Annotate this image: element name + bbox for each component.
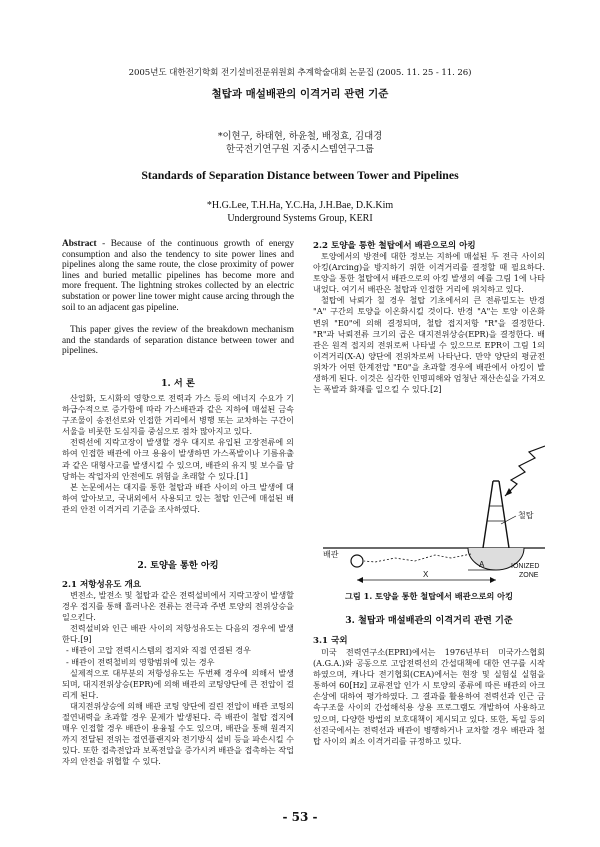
- abstract: [62, 239, 294, 313]
- arc-path: [364, 554, 471, 562]
- page-number: - 53 -: [282, 810, 318, 824]
- section-2-1-list-item-2: - 배관이 전력철비의 영향범위에 있는 경우: [66, 656, 215, 667]
- section-1-body: [62, 393, 294, 515]
- paper-title-korean: 철탑과 매설배관의 이격거리 관련 기준: [211, 88, 389, 100]
- section-1-paragraph-1: 산업화, 도시화의 영향으로 전력과 가스 등의 에너지 수요가 기하급수적으로 증가함에 따라 가스배관과 같은 지하에 매설된 금속구조물이 송전선로와 인접한 거리에서 병행 또는 교차하는 구간이 서울을 비롯한 도심지를 중심으로 점차 많아지고 있다.: [62, 393, 294, 437]
- tower-label: 철탑: [518, 511, 534, 520]
- section-2-1-paragraph-4: 대지전위상승에 의해 배관 코팅 양단에 걸린 전압이 배관 코팅의 절연내력을 초과할 경우 문제가 발생된다. 즉 배관이 철탑 접지에 매우 인접할 경우 배관이 용융될 수도 있으며, 배관을 통해 원격지까지 전달된 전위는 절연플랜지와 전기방식 설비 등을 파손시킬 수 있다. 또한 접촉전압과 보폭전압을 증가시켜 배관을 접촉하는 작업자의 안전을 위협할 수 있다.: [62, 700, 294, 767]
- tower-label-leader: [501, 516, 516, 524]
- paper-title-english: Standards of Separation Distance between Tower and Pipelines: [141, 168, 459, 182]
- ionized-label-line-1: IONIZED: [511, 563, 540, 570]
- authors-english: *H.G.Lee, T.H.Ha, Y.C.Ha, J.H.Bae, D.K.Kim: [206, 200, 394, 211]
- pipe-label: 배관: [323, 550, 339, 559]
- section-1-paragraph-3: 본 논문에서는 대지를 통한 철탑과 배관 사이의 아크 발생에 대하여 알아보고, 국내외에서 사용되고 있는 철탑 인근에 매설된 배관의 안전 이격거리 기준을 조사하였다.: [62, 481, 294, 514]
- pipe-cross-section-icon: [351, 555, 363, 567]
- abstract-label: Abstract: [62, 239, 97, 249]
- dimension-x-arrow-left: [357, 577, 363, 583]
- section-3-title: 3. 철탑과 매설배관의 이격거리 관련 기준: [345, 615, 513, 626]
- abstract-paragraph-1: - Because of the continuous growth of energy consumption and also the tendency to site power lines and pipelines along the same route, the close proximity of power lines and buried metallic pipelines has become more and more frequent. The lightning strokes collected by an electric substation or power line tower might cause arcing through the soil to an adjacent gas pipeline.: [62, 239, 294, 313]
- section-2-1-body: [62, 590, 294, 768]
- conference-header: 2005년도 대한전기학회 전기설비전문위원회 추계학술대회 논문집 (2005. 11. 25 - 11. 26): [128, 68, 472, 78]
- dimension-x-arrow-right: [490, 577, 496, 583]
- dimension-x-label: X: [423, 570, 429, 579]
- abstract-paragraph-2: This paper gives the review of the breakdown mechanism and the standards of separation distance between tower and pipelines.: [62, 325, 294, 357]
- authors-korean: *이현구, 하태현, 하윤철, 배정효, 김대경: [217, 131, 383, 142]
- section-3-1-title: 3.1 국외: [313, 636, 348, 646]
- section-1-paragraph-2: 전력선에 지락고장이 발생할 경우 대지로 유입된 고장전류에 의하여 인접한 배관에 아크 용융이 발생하면 가스폭발이나 기름유출과 같은 대형사고를 발생시킬 수 있으며, 배관의 유지 및 보수를 담당하는 작업자의 안전에도 위험을 초래할 수 있다.[1]: [62, 437, 294, 481]
- section-2-2-body: [313, 251, 545, 395]
- affiliation-korean: 한국전기연구원 지중시스템연구그룹: [226, 144, 374, 155]
- ionized-label-line-2: ZONE: [519, 572, 539, 579]
- section-2-1-list-item-1: - 배관이 고압 전력시스템의 접지와 직접 연결된 경우: [66, 645, 251, 656]
- dimension-a-label: A: [479, 560, 485, 569]
- section-2-1-paragraph-2: 전력설비와 인근 배관 사이의 저항성유도는 다음의 경우에 발생한다.[9]: [62, 623, 294, 645]
- tower-icon: [483, 481, 509, 548]
- section-2-1-title: 2.1 저항성유도 개요: [62, 580, 142, 590]
- section-2-1-paragraph-3: 실제적으로 대부분의 저항성유도는 두번째 경우에 의해서 발생되며, 대지전위상승(EPR)에 의해 배관의 코팅양단에 큰 전압이 걸리게 된다.: [62, 667, 294, 700]
- lightning-bolt-icon: [505, 446, 545, 496]
- section-2-title: 2. 토양을 통한 아킹: [137, 560, 219, 571]
- figure-1-arcing-diagram: [323, 436, 545, 586]
- lightning-arrowhead: [505, 488, 512, 496]
- section-3-1-body: [313, 647, 545, 747]
- section-2-2-paragraph-1: 토양에서의 방전에 대한 정보는 지하에 매설된 두 전극 사이의 아킹(Arcing)을 방지하기 위한 이격거리를 결정할 때 필요하다. 토양을 통한 철탑에서 배관으로의 아킹 발생의 예를 그림 1에 나타내었다. 여기서 배관은 철탑과 인접한 거리에 위치하고 있다.: [313, 251, 545, 295]
- section-2-1-paragraph-1: 변전소, 발전소 및 철탑과 같은 전력설비에서 지락고장이 발생할 경우 접지를 통해 흘러나온 전류는 전극과 주변 토양의 전위상승을 일으킨다.: [62, 590, 294, 623]
- section-3-1-paragraph-1: 미국 전력연구소(EPRI)에서는 1976년부터 미국가스협회(A.G.A.)와 공동으로 고압전력선의 간섭대책에 대한 연구를 시작하였으며, 캐나다 전기협회(CEA)에서는 현장 및 실험실 실험을 통하여 60[Hz] 교류전압 인가 시 토양의 종류에 따른 배관의 아크 손상에 대하여 평가하였다. 그 결과를 활용하여 전력선과 인근 금속구조물 사이의 간섭해석용 상용 프로그램도 개발하여 사용하고 있으며, 다양한 방법의 보호대책이 제시되고 있다. 또한, 독일 등의 선진국에서는 전력선과 배관이 병행하거나 교차할 경우 배관과 철탑 사이의 최소 이격거리를 규정하고 있다.: [313, 647, 545, 746]
- section-2-2-title: 2.2 토양을 통한 철탑에서 배관으로의 아킹: [313, 241, 476, 251]
- figure-1-caption: 그림 1. 토양을 통한 철탑에서 배관으로의 아킹: [344, 591, 513, 601]
- section-1-title: 1. 서 론: [161, 378, 195, 389]
- section-2-2-paragraph-2: 철탑에 낙뢰가 칠 경우 철탑 기초에서의 큰 전류밀도는 반경 "A" 구간의 토양을 이온화시킬 것이다. 반경 "A"는 토양 이온화 변위 "E0"에 의해 결정되며, 철탑 접지저항 "R"을 결정한다. "R"과 낙뢰전류 크기의 곱은 대지전위상승(EPR)을 결정한다. 배관은 원격 접지의 전위로써 나타낼 수 있으므로 EPR이 그림 1의 이격거리(X-A) 양단에 전위차로써 나타난다. 만약 양단의 평균전위차가 어떤 한계전압 "E0"을 초과할 경우에 배관에서 아킹이 발생하게 된다. 이것은 심각한 인명피해와 엄청난 재산손실을 가져오는 폭발과 화재를 일으킬 수 있다.[2]: [313, 295, 545, 395]
- affiliation-english: Underground Systems Group, KERI: [227, 213, 373, 224]
